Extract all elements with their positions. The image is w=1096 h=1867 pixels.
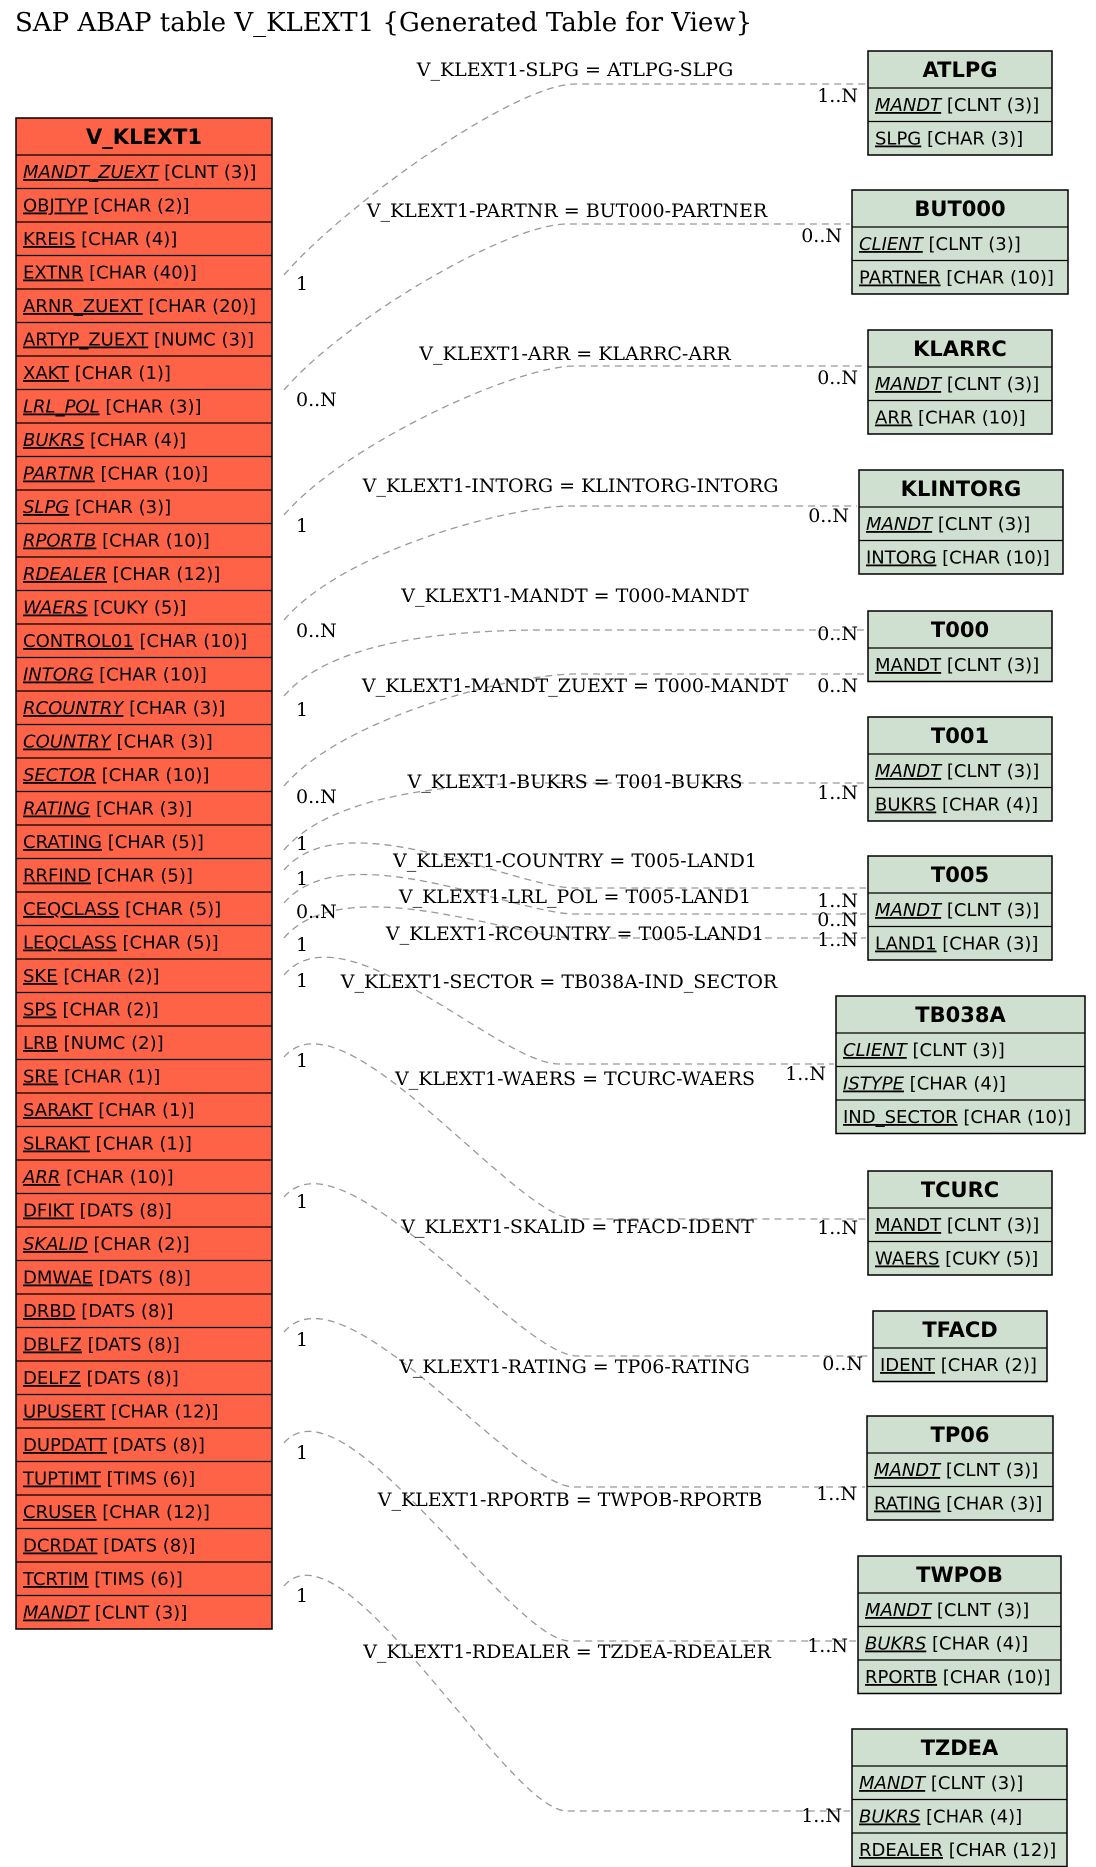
to-cardinality: 0..N — [822, 1353, 863, 1375]
to-cardinality: 0..N — [817, 623, 858, 645]
relation-label: V_KLEXT1-BUKRS = T001-BUKRS — [407, 771, 743, 793]
table-name: TCURC — [920, 1178, 1000, 1202]
from-cardinality: 1 — [296, 1585, 309, 1607]
main-field-rportb: RPORTB [CHAR (10)] — [23, 530, 210, 552]
diagram-title: SAP ABAP table V_KLEXT1 {Generated Table for View} — [15, 8, 753, 38]
main-field-rrfind: RRFIND [CHAR (5)] — [23, 865, 193, 887]
main-field-intorg: INTORG [CHAR (10)] — [23, 664, 207, 686]
field-land1: LAND1 [CHAR (3)] — [875, 933, 1039, 955]
table-name: TWPOB — [916, 1563, 1003, 1587]
main-field-rating: RATING [CHAR (3)] — [23, 798, 193, 820]
from-cardinality: 1 — [296, 273, 309, 295]
main-field-extnr: EXTNR [CHAR (40)] — [23, 262, 197, 284]
from-cardinality: 1 — [296, 1442, 309, 1464]
main-field-lrl-pol: LRL_POL [CHAR (3)] — [23, 396, 202, 418]
table-name: T001 — [930, 724, 990, 748]
to-cardinality: 1..N — [785, 1063, 826, 1085]
from-cardinality: 1 — [296, 1050, 309, 1072]
main-field-delfz: DELFZ [DATS (8)] — [23, 1368, 179, 1389]
relation-edge — [284, 1431, 856, 1641]
main-field-tcrtim: TCRTIM [TIMS (6)] — [23, 1569, 183, 1590]
table-tcurc — [868, 1171, 1052, 1275]
field-client: CLIENT [CLNT (3)] — [859, 234, 1021, 255]
main-field-country: COUNTRY [CHAR (3)] — [23, 731, 213, 753]
field-mandt: MANDT [CLNT (3)] — [875, 655, 1040, 676]
main-table-name: V_KLEXT1 — [86, 125, 202, 149]
relation-label: V_KLEXT1-RCOUNTRY = T005-LAND1 — [385, 923, 765, 945]
relation-label: V_KLEXT1-SKALID = TFACD-IDENT — [401, 1216, 754, 1238]
table-tp06 — [867, 1416, 1053, 1520]
relation-label: V_KLEXT1-SECTOR = TB038A-IND_SECTOR — [340, 971, 778, 993]
table-name: KLINTORG — [900, 477, 1022, 501]
relation-edge — [284, 783, 866, 850]
field-mandt: MANDT [CLNT (3)] — [875, 95, 1040, 116]
relation-edge — [284, 1318, 865, 1487]
relation-label: V_KLEXT1-RDEALER = TZDEA-RDEALER — [363, 1641, 771, 1663]
field-ind-sector: IND_SECTOR [CHAR (10)] — [843, 1107, 1072, 1128]
from-cardinality: 1 — [296, 1329, 309, 1351]
main-field-mandt-zuext: MANDT_ZUEXT [CLNT (3)] — [23, 162, 257, 183]
from-cardinality: 1 — [296, 699, 309, 721]
main-field-sps: SPS [CHAR (2)] — [23, 999, 159, 1021]
main-field-sre: SRE [CHAR (1)] — [23, 1066, 161, 1088]
field-mandt: MANDT [CLNT (3)] — [875, 900, 1040, 921]
main-field-cruser: CRUSER [CHAR (12)] — [23, 1502, 210, 1523]
to-cardinality: 1..N — [817, 929, 858, 951]
main-field-bukrs: BUKRS [CHAR (4)] — [23, 430, 187, 451]
field-mandt: MANDT [CLNT (3)] — [875, 1215, 1040, 1236]
relation-label: V_KLEXT1-INTORG = KLINTORG-INTORG — [362, 475, 779, 497]
main-field-partnr: PARTNR [CHAR (10)] — [23, 463, 209, 485]
field-bukrs: BUKRS [CHAR (4)] — [865, 1633, 1029, 1655]
from-cardinality: 0..N — [296, 786, 337, 808]
to-cardinality: 0..N — [817, 909, 858, 931]
table-name: T000 — [930, 618, 990, 642]
field-rportb: RPORTB [CHAR (10)] — [865, 1667, 1051, 1688]
to-cardinality: 0..N — [817, 367, 858, 389]
main-field-upusert: UPUSERT [CHAR (12)] — [23, 1401, 219, 1423]
field-ident: IDENT [CHAR (2)] — [880, 1355, 1037, 1376]
field-mandt: MANDT [CLNT (3)] — [859, 1773, 1024, 1794]
to-cardinality: 1..N — [807, 1635, 848, 1657]
main-field-leqclass: LEQCLASS [CHAR (5)] — [23, 932, 219, 954]
table-name: TP06 — [930, 1423, 990, 1447]
field-mandt: MANDT [CLNT (3)] — [875, 761, 1040, 782]
main-field-drbd: DRBD [DATS (8)] — [23, 1301, 174, 1322]
field-istype: ISTYPE [CHAR (4)] — [843, 1073, 1006, 1095]
field-rating: RATING [CHAR (3)] — [874, 1493, 1043, 1515]
main-field-dupdatt: DUPDATT [DATS (8)] — [23, 1435, 205, 1456]
relation-edge — [284, 224, 850, 390]
table-klintorg — [859, 470, 1063, 574]
main-field-ske: SKE [CHAR (2)] — [23, 966, 160, 987]
relation-edge — [284, 84, 866, 275]
relation-label: V_KLEXT1-WAERS = TCURC-WAERS — [394, 1068, 756, 1090]
table-tb038a — [836, 996, 1085, 1134]
main-field-rdealer: RDEALER [CHAR (12)] — [23, 564, 221, 585]
table-t001 — [868, 717, 1052, 821]
relation-label: V_KLEXT1-LRL_POL = T005-LAND1 — [398, 886, 752, 908]
table-name: TZDEA — [920, 1736, 999, 1760]
main-field-sector: SECTOR [CHAR (10)] — [23, 765, 210, 786]
table-but000 — [852, 190, 1068, 294]
relation-label: V_KLEXT1-MANDT_ZUEXT = T000-MANDT — [361, 675, 789, 697]
main-field-arnr-zuext: ARNR_ZUEXT [CHAR (20)] — [23, 296, 257, 317]
relation-label: V_KLEXT1-PARTNR = BUT000-PARTNER — [366, 200, 768, 222]
to-cardinality: 1..N — [817, 890, 858, 912]
table-name: ATLPG — [922, 58, 998, 82]
from-cardinality: 1 — [296, 515, 309, 537]
field-mandt: MANDT [CLNT (3)] — [874, 1460, 1039, 1481]
main-field-arr: ARR [CHAR (10)] — [23, 1167, 174, 1188]
main-field-lrb: LRB [NUMC (2)] — [23, 1033, 164, 1054]
to-cardinality: 1..N — [817, 782, 858, 804]
table-tzdea — [852, 1729, 1067, 1867]
relation-label: V_KLEXT1-RPORTB = TWPOB-RPORTB — [377, 1489, 763, 1511]
relation-label: V_KLEXT1-MANDT = T000-MANDT — [401, 585, 749, 607]
table-t000 — [868, 611, 1052, 682]
to-cardinality: 0..N — [808, 505, 849, 527]
table-name: TFACD — [922, 1318, 998, 1342]
main-field-slrakt: SLRAKT [CHAR (1)] — [23, 1133, 192, 1155]
table-klarrc — [868, 330, 1052, 434]
main-field-mandt: MANDT [CLNT (3)] — [23, 1602, 188, 1624]
from-cardinality: 0..N — [296, 901, 337, 923]
table-atlpg — [868, 51, 1052, 155]
relation-label: V_KLEXT1-COUNTRY = T005-LAND1 — [393, 850, 757, 872]
main-field-rcountry: RCOUNTRY [CHAR (3)] — [23, 698, 226, 719]
main-field-dmwae: DMWAE [DATS (8)] — [23, 1267, 191, 1289]
main-field-dcrdat: DCRDAT [DATS (8)] — [23, 1535, 196, 1557]
field-mandt: MANDT [CLNT (3)] — [865, 1600, 1030, 1621]
table-twpob — [858, 1556, 1061, 1694]
field-bukrs: BUKRS [CHAR (4)] — [859, 1806, 1023, 1828]
table-tfacd — [873, 1311, 1047, 1382]
relation-label: V_KLEXT1-ARR = KLARRC-ARR — [419, 343, 731, 365]
field-mandt: MANDT [CLNT (3)] — [875, 374, 1040, 395]
field-slpg: SLPG [CHAR (3)] — [875, 128, 1024, 150]
table-name: KLARRC — [913, 337, 1007, 361]
field-rdealer: RDEALER [CHAR (12)] — [859, 1840, 1057, 1861]
main-field-dblfz: DBLFZ [DATS (8)] — [23, 1334, 180, 1356]
relation-label: V_KLEXT1-SLPG = ATLPG-SLPG — [416, 59, 734, 81]
field-client: CLIENT [CLNT (3)] — [843, 1040, 1005, 1061]
field-intorg: INTORG [CHAR (10)] — [866, 547, 1050, 569]
table-name: BUT000 — [914, 197, 1006, 221]
from-cardinality: 1 — [296, 1191, 309, 1213]
to-cardinality: 1..N — [817, 1217, 858, 1239]
table-name: TB038A — [915, 1003, 1006, 1027]
from-cardinality: 1 — [296, 934, 309, 956]
from-cardinality: 1 — [296, 868, 309, 890]
from-cardinality: 1 — [296, 970, 309, 992]
relation-edge — [284, 1575, 850, 1811]
to-cardinality: 1..N — [816, 1483, 857, 1505]
main-field-ceqclass: CEQCLASS [CHAR (5)] — [23, 899, 222, 920]
main-field-control01: CONTROL01 [CHAR (10)] — [23, 631, 248, 652]
to-cardinality: 1..N — [817, 85, 858, 107]
main-field-xakt: XAKT [CHAR (1)] — [23, 363, 171, 384]
to-cardinality: 0..N — [817, 675, 858, 697]
to-cardinality: 0..N — [801, 225, 842, 247]
relation-edge — [284, 1184, 871, 1356]
field-mandt: MANDT [CLNT (3)] — [866, 514, 1031, 535]
field-partner: PARTNER [CHAR (10)] — [859, 267, 1054, 289]
field-arr: ARR [CHAR (10)] — [875, 407, 1026, 429]
table-name: T005 — [930, 863, 990, 887]
main-field-crating: CRATING [CHAR (5)] — [23, 832, 204, 853]
main-field-sarakt: SARAKT [CHAR (1)] — [23, 1100, 195, 1121]
relation-label: V_KLEXT1-RATING = TP06-RATING — [399, 1356, 750, 1378]
main-field-slpg: SLPG [CHAR (3)] — [23, 497, 172, 518]
from-cardinality: 0..N — [296, 620, 337, 642]
from-cardinality: 0..N — [296, 389, 337, 411]
main-field-objtyp: OBJTYP [CHAR (2)] — [23, 195, 190, 217]
main-field-kreis: KREIS [CHAR (4)] — [23, 229, 178, 250]
to-cardinality: 1..N — [801, 1805, 842, 1827]
field-waers: WAERS [CUKY (5)] — [875, 1248, 1039, 1270]
main-field-waers: WAERS [CUKY (5)] — [23, 597, 187, 619]
table-t005 — [868, 856, 1052, 960]
field-bukrs: BUKRS [CHAR (4)] — [875, 794, 1039, 816]
main-field-artyp-zuext: ARTYP_ZUEXT [NUMC (3)] — [23, 329, 254, 351]
main-field-tuptimt: TUPTIMT [TIMS (6)] — [23, 1468, 196, 1490]
from-cardinality: 1 — [296, 833, 309, 855]
main-field-dfikt: DFIKT [DATS (8)] — [23, 1200, 172, 1222]
main-field-skalid: SKALID [CHAR (2)] — [23, 1234, 190, 1255]
